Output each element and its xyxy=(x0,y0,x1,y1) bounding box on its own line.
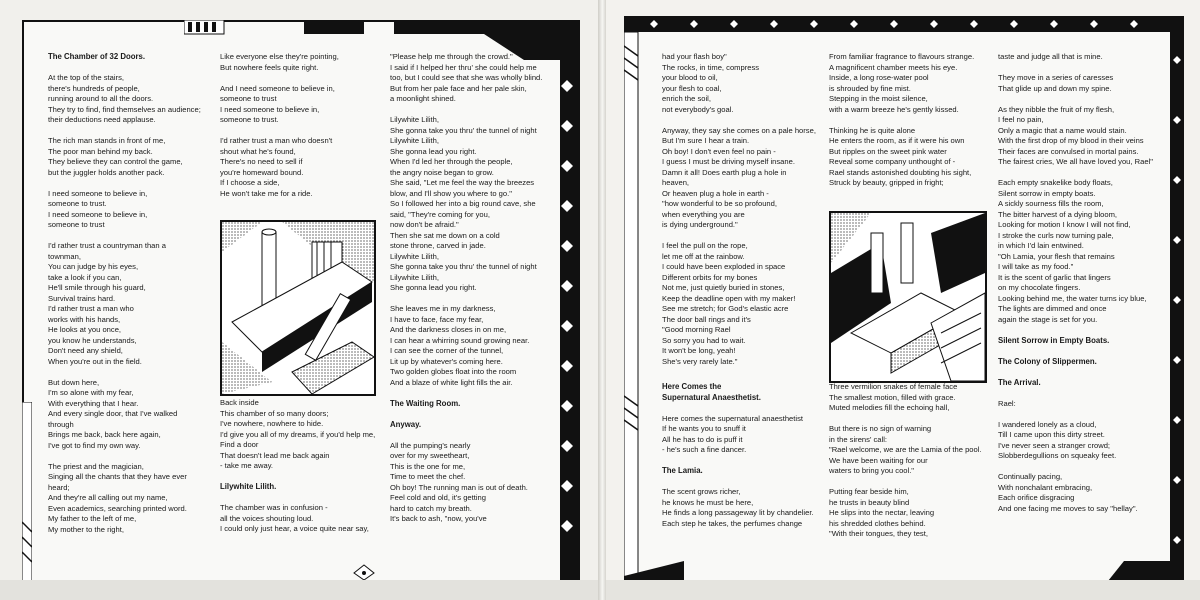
lyric-stanza: Like everyone else they're pointing, But nowhere feels quite right. xyxy=(220,52,339,72)
section-heading: The Chamber of 32 Doors. xyxy=(48,52,146,61)
lyric-stanza: At the top of the stairs, there's hundreds of people, running around to all the doors. They try to find, find themselves an audience; their deductions need applause. xyxy=(48,73,201,124)
left-page-bottom-edge xyxy=(0,580,598,600)
lyric-stanza: And I need someone to believe in, someone to trust I need someone to believe in, someone to trust. xyxy=(220,83,335,124)
left-illustration xyxy=(220,220,376,396)
left-column-1 xyxy=(48,52,218,546)
lyric-stanza: She leaves me in my darkness, I have to face, face my fear, And the darkness closes in on me, I can hear a whirring sound growing near. I can see the corner of the tunnel, Lit up by whatever's coming here. Two golden globes float into the room And a blaze of white light fills the air. xyxy=(390,304,530,387)
lyric-stanza: But there is no sign of warning in the sirens' call: "Rael welcome, we are the Lamia of the pool. We have been waiting for our waters to bring you cool." xyxy=(829,424,982,475)
lyric-stanza: I need someone to believe in, someone to trust. I need someone to believe in, someone to trust xyxy=(48,188,148,229)
lyric-stanza: Continually pacing, With nonchalant embracing, Each orifice disgracing And one facing me moves to say "hellay". xyxy=(998,472,1138,513)
right-column-1-bottom xyxy=(662,382,826,540)
lyric-stanza: Each empty snakelike body floats, Silent sorrow in empty boats. A sickly sourness fills the room, The bitter harvest of a dying bloom, Looking for motion I know I will not find, I stroke the curls now turning pale, in which I'd lain entwined. "Oh Lamia, your flesh that remains I will take as my food." It is the scent of garlic that lingers on my chocolate fingers. Looking behind me, the water turns icy blue, The lights are dimmed and once again the stage is set for you. xyxy=(998,178,1147,324)
lyric-stanza: Here comes the supernatural anaesthetist If he wants you to snuff it All he has to do is puff it - he's such a fine dancer. xyxy=(662,413,803,454)
right-column-2-top xyxy=(829,52,999,199)
section-heading: Here Comes the Supernatural Anaesthetist. xyxy=(662,382,761,402)
right-column-2-bottom xyxy=(829,382,1001,550)
left-column-2-top xyxy=(220,52,380,210)
lyric-stanza: The rich man stands in front of me, The poor man behind my back. They believe they can control the game, but the juggler holds another pack. xyxy=(48,136,183,177)
lyric-stanza: I'd rather trust a countryman than a townman, You can judge by his eyes, take a look if you can, He'll smile through his guard, Survival trains hard. I'd rather trust a man who works with his hands, He looks at you once, you know he understands, Don't need any shield, When you're out in the field. xyxy=(48,241,166,366)
lyric-stanza: They move in a series of caresses That glide up and down my spine. xyxy=(998,73,1114,93)
lyric-stanza: Putting fear beside him, he trusts in beauty blind He slips into the nectar, leaving his shredded clothes behind. "With their tongues, they test, xyxy=(829,487,935,538)
lyric-stanza: I feel the pull on the rope, let me off at the rainbow. I could have been exploded in space Different orbits for my bones Not me, just quietly buried in stones, Keep the deadline open with my maker! See me stretch; for God's elastic acre The door ball rings and it's "Good morning Rael So sorry you had to wait. It won't be long, yeah! She's very rarely late." xyxy=(662,241,796,366)
lyric-stanza: had your flash boy" The rocks, in time, compress your blood to oil, your flesh to coal, enrich the soil, not everybody's goal. xyxy=(662,52,760,114)
left-border-left-band xyxy=(22,402,32,582)
left-page-frame xyxy=(22,20,580,582)
lyric-stanza: The chamber was in confusion - all the voices shouting loud. I could only just hear, a voice quite near say, xyxy=(220,503,369,533)
lyric-stanza: From familiar fragrance to flavours strange. A magnificent chamber meets his eye. Inside, a long rose-water pool is shrouded by fine mist. Stepping in the moist silence, with a warm breeze he's gently kissed. xyxy=(829,52,975,114)
section-heading: Anyway. xyxy=(390,419,422,429)
isometric-corridor-illustration xyxy=(831,213,985,381)
right-page-bottom-edge xyxy=(606,580,1200,600)
left-page xyxy=(0,0,598,600)
lyric-stanza: Rael: xyxy=(998,398,1016,408)
left-column-3 xyxy=(390,52,576,535)
lyric-stanza: Lilywhite Lilith, She gonna take you thru' the tunnel of night Lilywhite Lilith, She gonna lead you right. When I'd led her through the people, the angry noise began to grow. She said, "Let me feel the way the breezes blow, and I'll show you where to go." So I followed her into a big round cave, she said, "They're coming for you, now don't be afraid." Then she sat me down on a cold stone throne, carved in jade. Lilywhite Lilith, She gonna take you thru' the tunnel of night Lilywhite Lilith, She gonna lead you right. xyxy=(390,115,537,292)
lyric-stanza: But down here, I'm so alone with my fear, With everything that I hear. And every single door, that I've walked through Brings me back, back here again, I've got to find my own way. xyxy=(48,377,178,450)
lyric-stanza: All the pumping's nearly over for my sweetheart, This is the one for me, Time to meet the chef. Oh boy! The running man is out of death. Feel cold and old, it's getting hard to catch my breath. It's back to ash, "now, you've xyxy=(390,440,528,523)
right-page-frame xyxy=(624,16,1184,586)
book-gutter xyxy=(598,0,606,600)
section-heading: The Lamia. xyxy=(662,466,703,475)
section-heading: The Colony of Slippermen. xyxy=(998,356,1097,366)
left-column-2-bottom xyxy=(220,398,392,545)
lyric-stanza: Back inside This chamber of so many doors; I've nowhere, nowhere to hide. I'd give you all of my dreams, if you'd help me, Find a door That doesn't lead me back again - take me away. xyxy=(220,398,376,470)
section-heading: Silent Sorrow in Empty Boats. xyxy=(998,335,1110,345)
section-heading: Lilywhite Lilith. xyxy=(220,482,277,491)
right-illustration xyxy=(829,211,987,383)
lyric-stanza: Three vermilion snakes of female face The smallest motion, filled with grace. Muted melodies fill the echoing hall, xyxy=(829,382,958,412)
section-heading: The Arrival. xyxy=(998,377,1041,387)
lyric-stanza: Thinking he is quite alone He enters the room, as if it were his own But ripples on the sweet pink water Reveal some company unthought of - Rael stands astonished doubting his sight, Struck by beauty, gripped in fright; xyxy=(829,125,972,187)
lyric-stanza: I'd rather trust a man who doesn't shout what he's found, There's no need to sell if you're homeward bound. If I choose a side, He won't take me for a ride. xyxy=(220,136,333,198)
lyric-stanza: As they nibble the fruit of my flesh, I feel no pain, Only a magic that a name would stain. With the first drop of my blood in their veins Their faces are convulsed in mortal pains. The fairest cries, We all have loved you, Rael" xyxy=(998,104,1153,166)
lyric-stanza: The scent grows richer, he knows he must be here, He finds a long passageway lit by chandelier. Each step he takes, the perfumes change xyxy=(662,487,814,528)
lyric-stanza: The priest and the magician, Singing all the chants that they have ever heard; And they're all calling out my name, Even academics, searching printed word. My father to the left of me, My mother to the right, xyxy=(48,461,187,534)
lyric-stanza: "Please help me through the crowd." I said if I helped her thru' she could help me too, but I could see that she was wholly blind. But from her pale face and her pale skin, a moonlight shined. xyxy=(390,52,543,103)
right-page xyxy=(606,0,1200,600)
lyric-stanza: taste and judge all that is mine. xyxy=(998,52,1103,61)
isometric-pipes-illustration xyxy=(222,222,374,394)
lyric-stanza: I wandered lonely as a cloud, Till I came upon this dirty street. I've never seen a stranger crowd; Slobberdegullions on squeaky feet. xyxy=(998,419,1117,460)
right-column-3 xyxy=(998,52,1178,525)
right-column-1-top xyxy=(662,52,826,378)
section-heading: The Waiting Room. xyxy=(390,398,461,408)
lyric-stanza: Anyway, they say she comes on a pale horse, But I'm sure I hear a train. Oh boy! I don't even feel no pain - I guess I must be driving myself insane. Damn it all! Does earth plug a hole in heaven, Or heaven plug a hole in earth - "how wonderful to be so profound, when everything you are is dying underground." xyxy=(662,125,816,229)
